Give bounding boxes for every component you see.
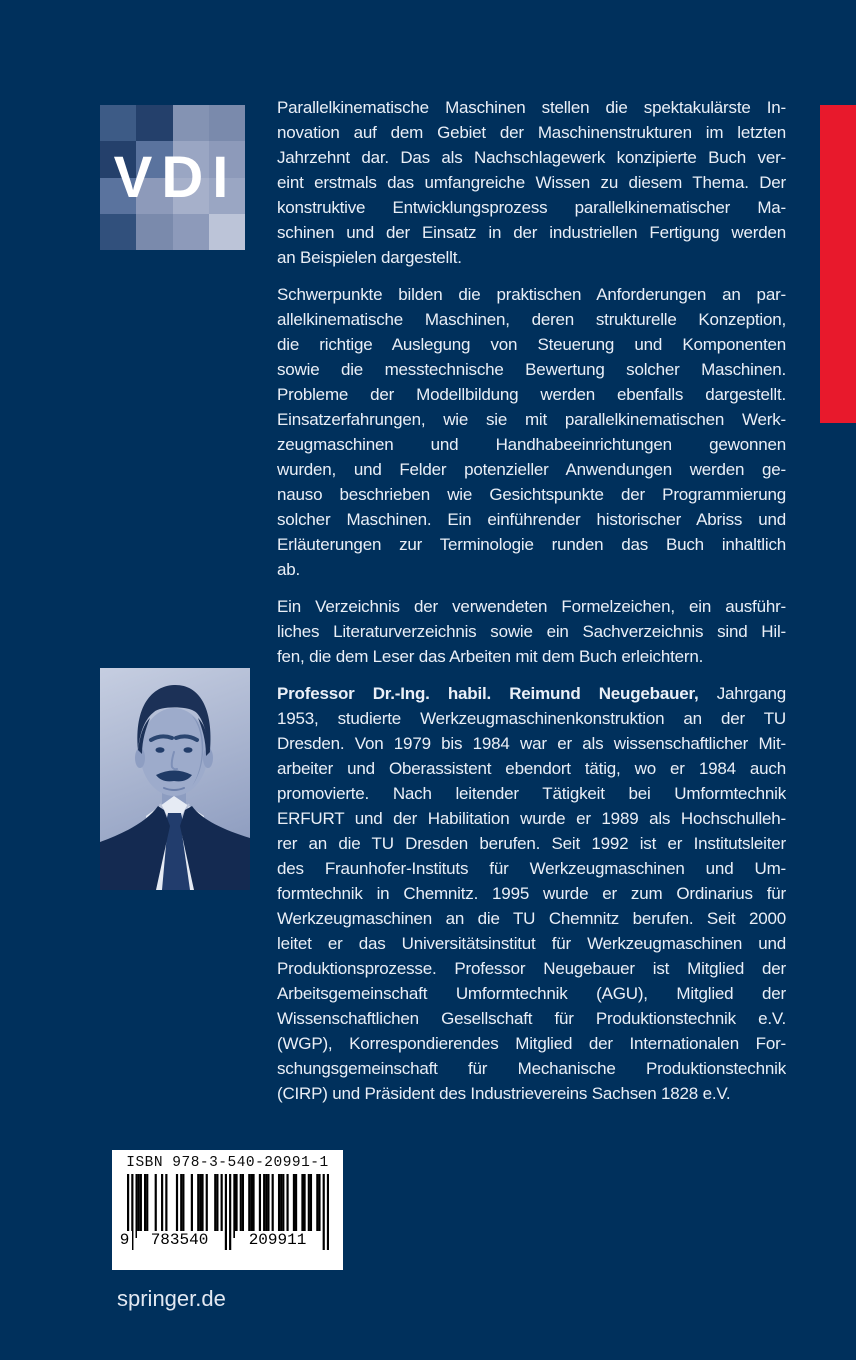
- text-line: Schwerpunkte bilden die praktischen Anforderungen an par-: [277, 285, 786, 304]
- vdi-logo-text: VDI: [113, 144, 238, 210]
- author-bio-intro-rest: Jahrgang: [698, 684, 786, 703]
- text-line: Erläuterungen zur Terminologie runden das Buch inhaltlich: [277, 535, 786, 554]
- isbn-text: ISBN 978-3-540-20991-1: [126, 1155, 329, 1171]
- text-line: formtechnik in Chemnitz. 1995 wurde er zum Ordinarius für: [277, 884, 786, 903]
- text-line: Produktionsprozesse. Professor Neugebauer ist Mitglied der: [277, 959, 786, 978]
- text-line: Dresden. Von 1979 bis 1984 war er als wissenschaftlicher Mit-: [277, 734, 786, 753]
- publisher-url: springer.de: [117, 1286, 226, 1311]
- text-line: solcher Maschinen. Ein einführender historischer Abriss und: [277, 510, 786, 529]
- text-line: Wissenschaftlichen Gesellschaft für Produktionstechnik e.V.: [277, 1009, 786, 1028]
- text-line: zeugmaschinen und Handhabeeinrichtungen gewonnen: [277, 435, 786, 454]
- synopsis-paragraph-2: [277, 282, 786, 582]
- barcode-bars: [119, 1174, 329, 1252]
- text-line: an Beispielen dargestellt.: [277, 248, 462, 267]
- text-line: 1953, studierte Werkzeugmaschinenkonstruktion an der TU: [277, 709, 786, 728]
- text-line: Einsatzerfahrungen, wie sie mit parallelkinematischen Werk-: [277, 410, 786, 429]
- text-line: Parallelkinematische Maschinen stellen die spektakulärste In-: [277, 98, 786, 117]
- text-line: wurden, und Felder potenzieller Anwendungen werden ge-: [277, 460, 786, 479]
- text-line: leitet er das Universitätsinstitut für Werkzeugmaschinen und: [277, 934, 786, 953]
- text-line: (CIRP) und Präsident des Industrievereins Sachsen 1828 e.V.: [277, 1084, 731, 1103]
- text-line: Probleme der Modellbildung werden ebenfalls dargestellt.: [277, 385, 786, 404]
- text-line: promovierte. Nach leitender Tätigkeit bei Umformtechnik: [277, 784, 786, 803]
- text-line: sowie die messtechnische Bewertung solcher Maschinen.: [277, 360, 786, 379]
- author-bio-lines: [277, 706, 786, 1106]
- text-line: Arbeitsgemeinschaft Umformtechnik (AGU), Mitglied der: [277, 984, 786, 1003]
- text-line: Werkzeugmaschinen an die TU Chemnitz berufen. Seit 2000: [277, 909, 786, 928]
- text-line: rer an die TU Dresden berufen. Seit 1992 ist er Institutsleiter: [277, 834, 786, 853]
- spine-accent-stripe: [820, 105, 856, 423]
- vdi-logo: [100, 105, 245, 250]
- text-line: eint erstmals das umfangreiche Wissen zu diesem Thema. Der: [277, 173, 786, 192]
- text-line: konstruktive Entwicklungsprozess parallelkinematischer Ma-: [277, 198, 786, 217]
- text-line: Jahrzehnt dar. Das als Nachschlagewerk konzipierte Buch ver-: [277, 148, 786, 167]
- text-line: schungsgemeinschaft für Mechanische Produktionstechnik: [277, 1059, 786, 1078]
- text-line: novation auf dem Gebiet der Maschinenstrukturen im letzten: [277, 123, 786, 142]
- text-line: Ein Verzeichnis der verwendeten Formelzeichen, ein ausführ-: [277, 597, 786, 616]
- text-line: des Fraunhofer-Instituts für Werkzeugmaschinen und Um-: [277, 859, 786, 878]
- text-line: allelkinematische Maschinen, deren strukturelle Konzeption,: [277, 310, 786, 329]
- text-line: (WGP), Korrespondierendes Mitglied der Internationalen For-: [277, 1034, 786, 1053]
- text-line: fen, die dem Leser das Arbeiten mit dem Buch erleichtern.: [277, 647, 704, 666]
- text-line: nauso beschrieben wie Gesichtspunkte der Programmierung: [277, 485, 786, 504]
- text-line: ERFURT und der Habilitation wurde er 1989 als Hochschulleh-: [277, 809, 786, 828]
- author-bio: [277, 681, 786, 1106]
- text-line: liches Literaturverzeichnis sowie ein Sachverzeichnis sind Hil-: [277, 622, 786, 641]
- barcode-digit-group: 783540: [137, 1231, 223, 1250]
- barcode-digit-group: 9: [118, 1231, 132, 1250]
- author-photo: [100, 668, 250, 890]
- barcode-digit-group: 209911: [235, 1231, 321, 1250]
- synopsis-paragraph-3: [277, 594, 786, 669]
- text-line: die richtige Auslegung von Steuerung und Komponenten: [277, 335, 786, 354]
- back-cover-text: [277, 95, 786, 1118]
- text-line: schinen und der Einsatz in der industriellen Fertigung werden: [277, 223, 786, 242]
- synopsis-paragraph-1: [277, 95, 786, 270]
- text-line: ab.: [277, 560, 301, 579]
- author-name: Professor Dr.-Ing. habil. Reimund Neugebauer,: [277, 684, 699, 703]
- author-bio-intro-line: [277, 681, 786, 706]
- isbn-barcode: [112, 1150, 343, 1270]
- text-line: arbeiter und Oberassistent ebendort tätig, wo er 1984 auch: [277, 759, 786, 778]
